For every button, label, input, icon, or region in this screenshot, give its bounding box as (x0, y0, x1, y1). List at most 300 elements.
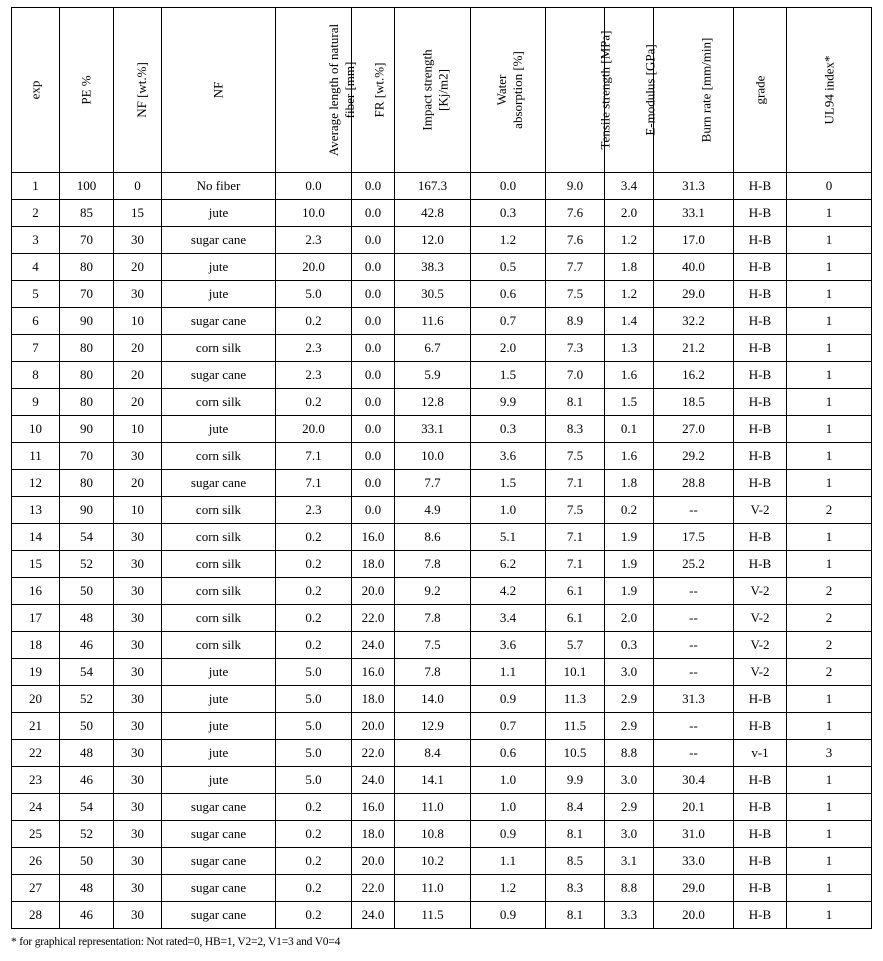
header-label (494, 51, 526, 129)
cell-nf-wt: 30 (114, 686, 162, 713)
cell-water-absorption: 3.4 (471, 605, 546, 632)
header-avg-fiber-length (276, 8, 358, 173)
table-row (12, 686, 872, 713)
cell-e-modulus: 3.1 (605, 848, 654, 875)
cell-fr-wt: 20.0 (352, 713, 395, 740)
cell-impact-strength: 9.2 (395, 578, 471, 605)
table-row (12, 524, 872, 551)
cell-nf-type: jute (162, 713, 276, 740)
cell-impact-strength: 14.0 (395, 686, 471, 713)
cell-ul94-index: 1 (787, 875, 872, 902)
cell-fr-wt: 0.0 (352, 308, 395, 335)
cell-pe-percent: 80 (60, 335, 114, 362)
cell-tensile-strength: 6.1 (546, 605, 605, 632)
cell-nf-wt: 30 (114, 281, 162, 308)
cell-tensile-strength: 7.5 (546, 281, 605, 308)
table-row (12, 470, 872, 497)
table-row (12, 551, 872, 578)
cell-e-modulus: 1.8 (605, 470, 654, 497)
cell-nf-wt: 30 (114, 848, 162, 875)
cell-pe-percent: 80 (60, 362, 114, 389)
cell-e-modulus: 1.4 (605, 308, 654, 335)
cell-pe-percent: 70 (60, 281, 114, 308)
cell-pe-percent: 46 (60, 902, 114, 929)
cell-nf-wt: 30 (114, 632, 162, 659)
cell-exp: 4 (12, 254, 60, 281)
cell-nf-wt: 30 (114, 740, 162, 767)
header-label (420, 49, 452, 130)
cell-water-absorption: 1.5 (471, 362, 546, 389)
cell-nf-type: No fiber (162, 173, 276, 200)
cell-ul94-index: 1 (787, 821, 872, 848)
cell-ul94-index: 1 (787, 524, 872, 551)
table-row (12, 632, 872, 659)
cell-water-absorption: 0.3 (471, 200, 546, 227)
cell-grade: H-B (734, 875, 787, 902)
cell-nf-wt: 30 (114, 713, 162, 740)
cell-burn-rate: 33.1 (654, 200, 734, 227)
table-row (12, 254, 872, 281)
cell-fr-wt: 0.0 (352, 497, 395, 524)
cell-exp: 23 (12, 767, 60, 794)
table-row (12, 821, 872, 848)
cell-e-modulus: 0.1 (605, 416, 654, 443)
cell-water-absorption: 3.6 (471, 443, 546, 470)
cell-e-modulus: 1.5 (605, 389, 654, 416)
cell-nf-type: sugar cane (162, 875, 276, 902)
cell-ul94-index: 1 (787, 470, 872, 497)
cell-avg-fiber-length: 0.2 (276, 821, 352, 848)
cell-nf-type: jute (162, 281, 276, 308)
cell-ul94-index: 1 (787, 254, 872, 281)
cell-fr-wt: 20.0 (352, 578, 395, 605)
cell-pe-percent: 90 (60, 416, 114, 443)
cell-exp: 5 (12, 281, 60, 308)
cell-grade: H-B (734, 227, 787, 254)
cell-impact-strength: 12.9 (395, 713, 471, 740)
header-label-line: Average length of natural (326, 23, 342, 157)
cell-fr-wt: 22.0 (352, 605, 395, 632)
cell-nf-wt: 15 (114, 200, 162, 227)
table-row (12, 767, 872, 794)
cell-grade: H-B (734, 281, 787, 308)
cell-impact-strength: 12.8 (395, 389, 471, 416)
cell-water-absorption: 0.9 (471, 902, 546, 929)
cell-pe-percent: 50 (60, 578, 114, 605)
cell-tensile-strength: 8.1 (546, 389, 605, 416)
cell-fr-wt: 0.0 (352, 281, 395, 308)
cell-avg-fiber-length: 2.3 (276, 497, 352, 524)
cell-exp: 15 (12, 551, 60, 578)
cell-avg-fiber-length: 5.0 (276, 767, 352, 794)
cell-e-modulus: 2.9 (605, 794, 654, 821)
cell-ul94-index: 1 (787, 416, 872, 443)
cell-tensile-strength: 7.0 (546, 362, 605, 389)
cell-pe-percent: 52 (60, 821, 114, 848)
cell-tensile-strength: 7.5 (546, 443, 605, 470)
cell-nf-wt: 30 (114, 659, 162, 686)
cell-grade: v-1 (734, 740, 787, 767)
cell-e-modulus: 1.9 (605, 551, 654, 578)
cell-nf-type: corn silk (162, 551, 276, 578)
cell-burn-rate: 28.8 (654, 470, 734, 497)
cell-grade: H-B (734, 254, 787, 281)
cell-ul94-index: 1 (787, 362, 872, 389)
cell-impact-strength: 42.8 (395, 200, 471, 227)
cell-e-modulus: 1.2 (605, 281, 654, 308)
cell-grade: H-B (734, 821, 787, 848)
cell-burn-rate: 31.3 (654, 686, 734, 713)
table-row (12, 443, 872, 470)
table-row (12, 389, 872, 416)
cell-nf-type: corn silk (162, 443, 276, 470)
cell-burn-rate: 40.0 (654, 254, 734, 281)
header-label-line: Impact strength (419, 49, 435, 131)
cell-exp: 11 (12, 443, 60, 470)
cell-e-modulus: 8.8 (605, 740, 654, 767)
cell-fr-wt: 0.0 (352, 389, 395, 416)
cell-avg-fiber-length: 0.2 (276, 902, 352, 929)
cell-water-absorption: 0.9 (471, 686, 546, 713)
header-exp (12, 8, 60, 173)
cell-fr-wt: 0.0 (352, 362, 395, 389)
cell-pe-percent: 90 (60, 308, 114, 335)
cell-nf-type: jute (162, 686, 276, 713)
header-label: NF (210, 81, 226, 99)
cell-pe-percent: 80 (60, 389, 114, 416)
cell-avg-fiber-length: 5.0 (276, 659, 352, 686)
cell-burn-rate: -- (654, 740, 734, 767)
cell-fr-wt: 22.0 (352, 740, 395, 767)
cell-avg-fiber-length: 2.3 (276, 362, 352, 389)
cell-ul94-index: 2 (787, 659, 872, 686)
cell-fr-wt: 22.0 (352, 875, 395, 902)
cell-burn-rate: 29.0 (654, 281, 734, 308)
cell-nf-wt: 30 (114, 227, 162, 254)
cell-exp: 1 (12, 173, 60, 200)
cell-impact-strength: 7.5 (395, 632, 471, 659)
cell-pe-percent: 52 (60, 551, 114, 578)
cell-ul94-index: 3 (787, 740, 872, 767)
cell-nf-wt: 20 (114, 254, 162, 281)
cell-tensile-strength: 11.3 (546, 686, 605, 713)
cell-nf-type: sugar cane (162, 794, 276, 821)
cell-impact-strength: 7.7 (395, 470, 471, 497)
cell-water-absorption: 0.6 (471, 740, 546, 767)
table-row (12, 578, 872, 605)
cell-e-modulus: 1.6 (605, 362, 654, 389)
cell-burn-rate: 25.2 (654, 551, 734, 578)
header-label: Tensile strength [MPa] (597, 30, 613, 150)
cell-nf-type: jute (162, 767, 276, 794)
cell-nf-wt: 30 (114, 443, 162, 470)
cell-nf-wt: 30 (114, 794, 162, 821)
cell-avg-fiber-length: 0.2 (276, 632, 352, 659)
header-label: PE % (78, 75, 94, 105)
cell-fr-wt: 20.0 (352, 848, 395, 875)
table-row (12, 902, 872, 929)
cell-pe-percent: 70 (60, 443, 114, 470)
cell-pe-percent: 46 (60, 767, 114, 794)
cell-impact-strength: 11.6 (395, 308, 471, 335)
cell-ul94-index: 2 (787, 605, 872, 632)
cell-water-absorption: 0.6 (471, 281, 546, 308)
header-label-line: Water (493, 74, 509, 106)
cell-tensile-strength: 5.7 (546, 632, 605, 659)
cell-water-absorption: 0.7 (471, 308, 546, 335)
cell-tensile-strength: 7.1 (546, 470, 605, 497)
table-row (12, 497, 872, 524)
cell-tensile-strength: 9.9 (546, 767, 605, 794)
cell-grade: H-B (734, 902, 787, 929)
cell-tensile-strength: 8.3 (546, 875, 605, 902)
cell-impact-strength: 5.9 (395, 362, 471, 389)
table-row (12, 362, 872, 389)
cell-impact-strength: 38.3 (395, 254, 471, 281)
cell-e-modulus: 2.0 (605, 605, 654, 632)
cell-burn-rate: 20.1 (654, 794, 734, 821)
cell-grade: H-B (734, 848, 787, 875)
cell-exp: 10 (12, 416, 60, 443)
cell-burn-rate: 33.0 (654, 848, 734, 875)
cell-nf-wt: 10 (114, 497, 162, 524)
cell-e-modulus: 2.9 (605, 686, 654, 713)
cell-grade: H-B (734, 551, 787, 578)
cell-tensile-strength: 8.5 (546, 848, 605, 875)
cell-exp: 13 (12, 497, 60, 524)
cell-e-modulus: 3.4 (605, 173, 654, 200)
cell-nf-wt: 20 (114, 335, 162, 362)
cell-nf-type: jute (162, 416, 276, 443)
cell-nf-type: sugar cane (162, 848, 276, 875)
cell-water-absorption: 9.9 (471, 389, 546, 416)
cell-nf-wt: 20 (114, 470, 162, 497)
header-label: NF [wt.%] (133, 62, 149, 118)
header-label (326, 24, 358, 156)
cell-burn-rate: 29.2 (654, 443, 734, 470)
table-row (12, 173, 872, 200)
cell-fr-wt: 18.0 (352, 821, 395, 848)
cell-tensile-strength: 8.9 (546, 308, 605, 335)
table-row (12, 416, 872, 443)
header-ul94-index (787, 8, 872, 173)
cell-grade: V-2 (734, 659, 787, 686)
cell-grade: H-B (734, 416, 787, 443)
cell-nf-type: jute (162, 200, 276, 227)
cell-water-absorption: 0.0 (471, 173, 546, 200)
cell-impact-strength: 12.0 (395, 227, 471, 254)
cell-tensile-strength: 8.1 (546, 902, 605, 929)
cell-exp: 14 (12, 524, 60, 551)
cell-water-absorption: 1.5 (471, 470, 546, 497)
cell-fr-wt: 0.0 (352, 227, 395, 254)
table-header (12, 8, 872, 173)
cell-water-absorption: 1.0 (471, 767, 546, 794)
cell-burn-rate: 32.2 (654, 308, 734, 335)
cell-exp: 3 (12, 227, 60, 254)
cell-nf-type: corn silk (162, 578, 276, 605)
cell-water-absorption: 1.2 (471, 227, 546, 254)
cell-tensile-strength: 7.7 (546, 254, 605, 281)
cell-grade: H-B (734, 767, 787, 794)
cell-ul94-index: 1 (787, 281, 872, 308)
cell-impact-strength: 30.5 (395, 281, 471, 308)
cell-burn-rate: -- (654, 713, 734, 740)
cell-nf-wt: 30 (114, 578, 162, 605)
cell-pe-percent: 70 (60, 227, 114, 254)
header-burn-rate (654, 8, 734, 173)
table-row (12, 605, 872, 632)
header-label-line: [Kj/m2] (435, 69, 451, 111)
cell-nf-type: jute (162, 659, 276, 686)
header-nf-type (162, 8, 276, 173)
cell-exp: 25 (12, 821, 60, 848)
cell-grade: H-B (734, 200, 787, 227)
cell-e-modulus: 1.9 (605, 524, 654, 551)
cell-burn-rate: -- (654, 659, 734, 686)
cell-ul94-index: 1 (787, 308, 872, 335)
cell-e-modulus: 2.0 (605, 200, 654, 227)
cell-grade: H-B (734, 335, 787, 362)
header-pe-percent (60, 8, 114, 173)
cell-fr-wt: 0.0 (352, 173, 395, 200)
cell-ul94-index: 1 (787, 902, 872, 929)
header-label: Burn rate [mm/min] (698, 37, 714, 143)
cell-fr-wt: 18.0 (352, 686, 395, 713)
cell-ul94-index: 1 (787, 713, 872, 740)
cell-pe-percent: 80 (60, 470, 114, 497)
cell-burn-rate: 17.5 (654, 524, 734, 551)
cell-tensile-strength: 6.1 (546, 578, 605, 605)
cell-avg-fiber-length: 0.2 (276, 524, 352, 551)
cell-water-absorption: 6.2 (471, 551, 546, 578)
cell-pe-percent: 100 (60, 173, 114, 200)
cell-ul94-index: 1 (787, 686, 872, 713)
table-row (12, 200, 872, 227)
table-row (12, 335, 872, 362)
cell-grade: H-B (734, 362, 787, 389)
cell-grade: H-B (734, 713, 787, 740)
cell-tensile-strength: 7.3 (546, 335, 605, 362)
cell-tensile-strength: 9.0 (546, 173, 605, 200)
cell-nf-wt: 30 (114, 767, 162, 794)
cell-ul94-index: 1 (787, 443, 872, 470)
cell-burn-rate: -- (654, 497, 734, 524)
cell-fr-wt: 0.0 (352, 416, 395, 443)
cell-nf-wt: 20 (114, 389, 162, 416)
cell-tensile-strength: 7.6 (546, 227, 605, 254)
cell-impact-strength: 7.8 (395, 551, 471, 578)
cell-tensile-strength: 7.6 (546, 200, 605, 227)
cell-impact-strength: 10.0 (395, 443, 471, 470)
header-impact-strength (395, 8, 471, 173)
cell-impact-strength: 33.1 (395, 416, 471, 443)
cell-nf-wt: 30 (114, 605, 162, 632)
cell-burn-rate: -- (654, 578, 734, 605)
cell-avg-fiber-length: 2.3 (276, 335, 352, 362)
cell-avg-fiber-length: 5.0 (276, 281, 352, 308)
header-tensile-strength (546, 8, 613, 173)
cell-burn-rate: 17.0 (654, 227, 734, 254)
cell-pe-percent: 54 (60, 794, 114, 821)
cell-nf-type: jute (162, 740, 276, 767)
cell-fr-wt: 0.0 (352, 470, 395, 497)
cell-tensile-strength: 10.1 (546, 659, 605, 686)
cell-nf-type: corn silk (162, 524, 276, 551)
cell-ul94-index: 0 (787, 173, 872, 200)
cell-grade: H-B (734, 524, 787, 551)
cell-grade: H-B (734, 389, 787, 416)
cell-avg-fiber-length: 0.2 (276, 551, 352, 578)
cell-burn-rate: 31.3 (654, 173, 734, 200)
cell-nf-wt: 30 (114, 902, 162, 929)
cell-ul94-index: 1 (787, 389, 872, 416)
cell-tensile-strength: 7.1 (546, 524, 605, 551)
table-row (12, 875, 872, 902)
cell-burn-rate: 21.2 (654, 335, 734, 362)
cell-tensile-strength: 7.5 (546, 497, 605, 524)
cell-exp: 22 (12, 740, 60, 767)
cell-water-absorption: 5.1 (471, 524, 546, 551)
cell-impact-strength: 8.6 (395, 524, 471, 551)
cell-e-modulus: 1.9 (605, 578, 654, 605)
cell-e-modulus: 1.3 (605, 335, 654, 362)
cell-pe-percent: 90 (60, 497, 114, 524)
cell-e-modulus: 1.2 (605, 227, 654, 254)
cell-pe-percent: 52 (60, 686, 114, 713)
cell-exp: 28 (12, 902, 60, 929)
header-label: E-modulus [GPa] (642, 44, 658, 136)
cell-nf-type: sugar cane (162, 470, 276, 497)
cell-avg-fiber-length: 0.2 (276, 794, 352, 821)
cell-nf-type: sugar cane (162, 362, 276, 389)
cell-e-modulus: 1.6 (605, 443, 654, 470)
cell-water-absorption: 1.0 (471, 794, 546, 821)
cell-e-modulus: 0.2 (605, 497, 654, 524)
cell-water-absorption: 2.0 (471, 335, 546, 362)
cell-fr-wt: 24.0 (352, 902, 395, 929)
cell-fr-wt: 18.0 (352, 551, 395, 578)
cell-water-absorption: 4.2 (471, 578, 546, 605)
cell-impact-strength: 14.1 (395, 767, 471, 794)
cell-impact-strength: 6.7 (395, 335, 471, 362)
cell-impact-strength: 10.8 (395, 821, 471, 848)
cell-avg-fiber-length: 0.2 (276, 848, 352, 875)
cell-water-absorption: 0.5 (471, 254, 546, 281)
cell-nf-type: corn silk (162, 335, 276, 362)
cell-exp: 12 (12, 470, 60, 497)
cell-grade: V-2 (734, 497, 787, 524)
cell-impact-strength: 7.8 (395, 605, 471, 632)
cell-ul94-index: 2 (787, 578, 872, 605)
cell-impact-strength: 11.0 (395, 875, 471, 902)
header-label-line: fiber [mm] (342, 61, 358, 119)
table-row (12, 659, 872, 686)
cell-grade: V-2 (734, 605, 787, 632)
cell-grade: V-2 (734, 632, 787, 659)
table-row (12, 848, 872, 875)
cell-exp: 24 (12, 794, 60, 821)
cell-ul94-index: 1 (787, 848, 872, 875)
cell-pe-percent: 46 (60, 632, 114, 659)
cell-nf-type: sugar cane (162, 902, 276, 929)
cell-nf-wt: 30 (114, 821, 162, 848)
cell-exp: 8 (12, 362, 60, 389)
cell-burn-rate: 16.2 (654, 362, 734, 389)
table-row (12, 740, 872, 767)
cell-avg-fiber-length: 10.0 (276, 200, 352, 227)
cell-e-modulus: 2.9 (605, 713, 654, 740)
